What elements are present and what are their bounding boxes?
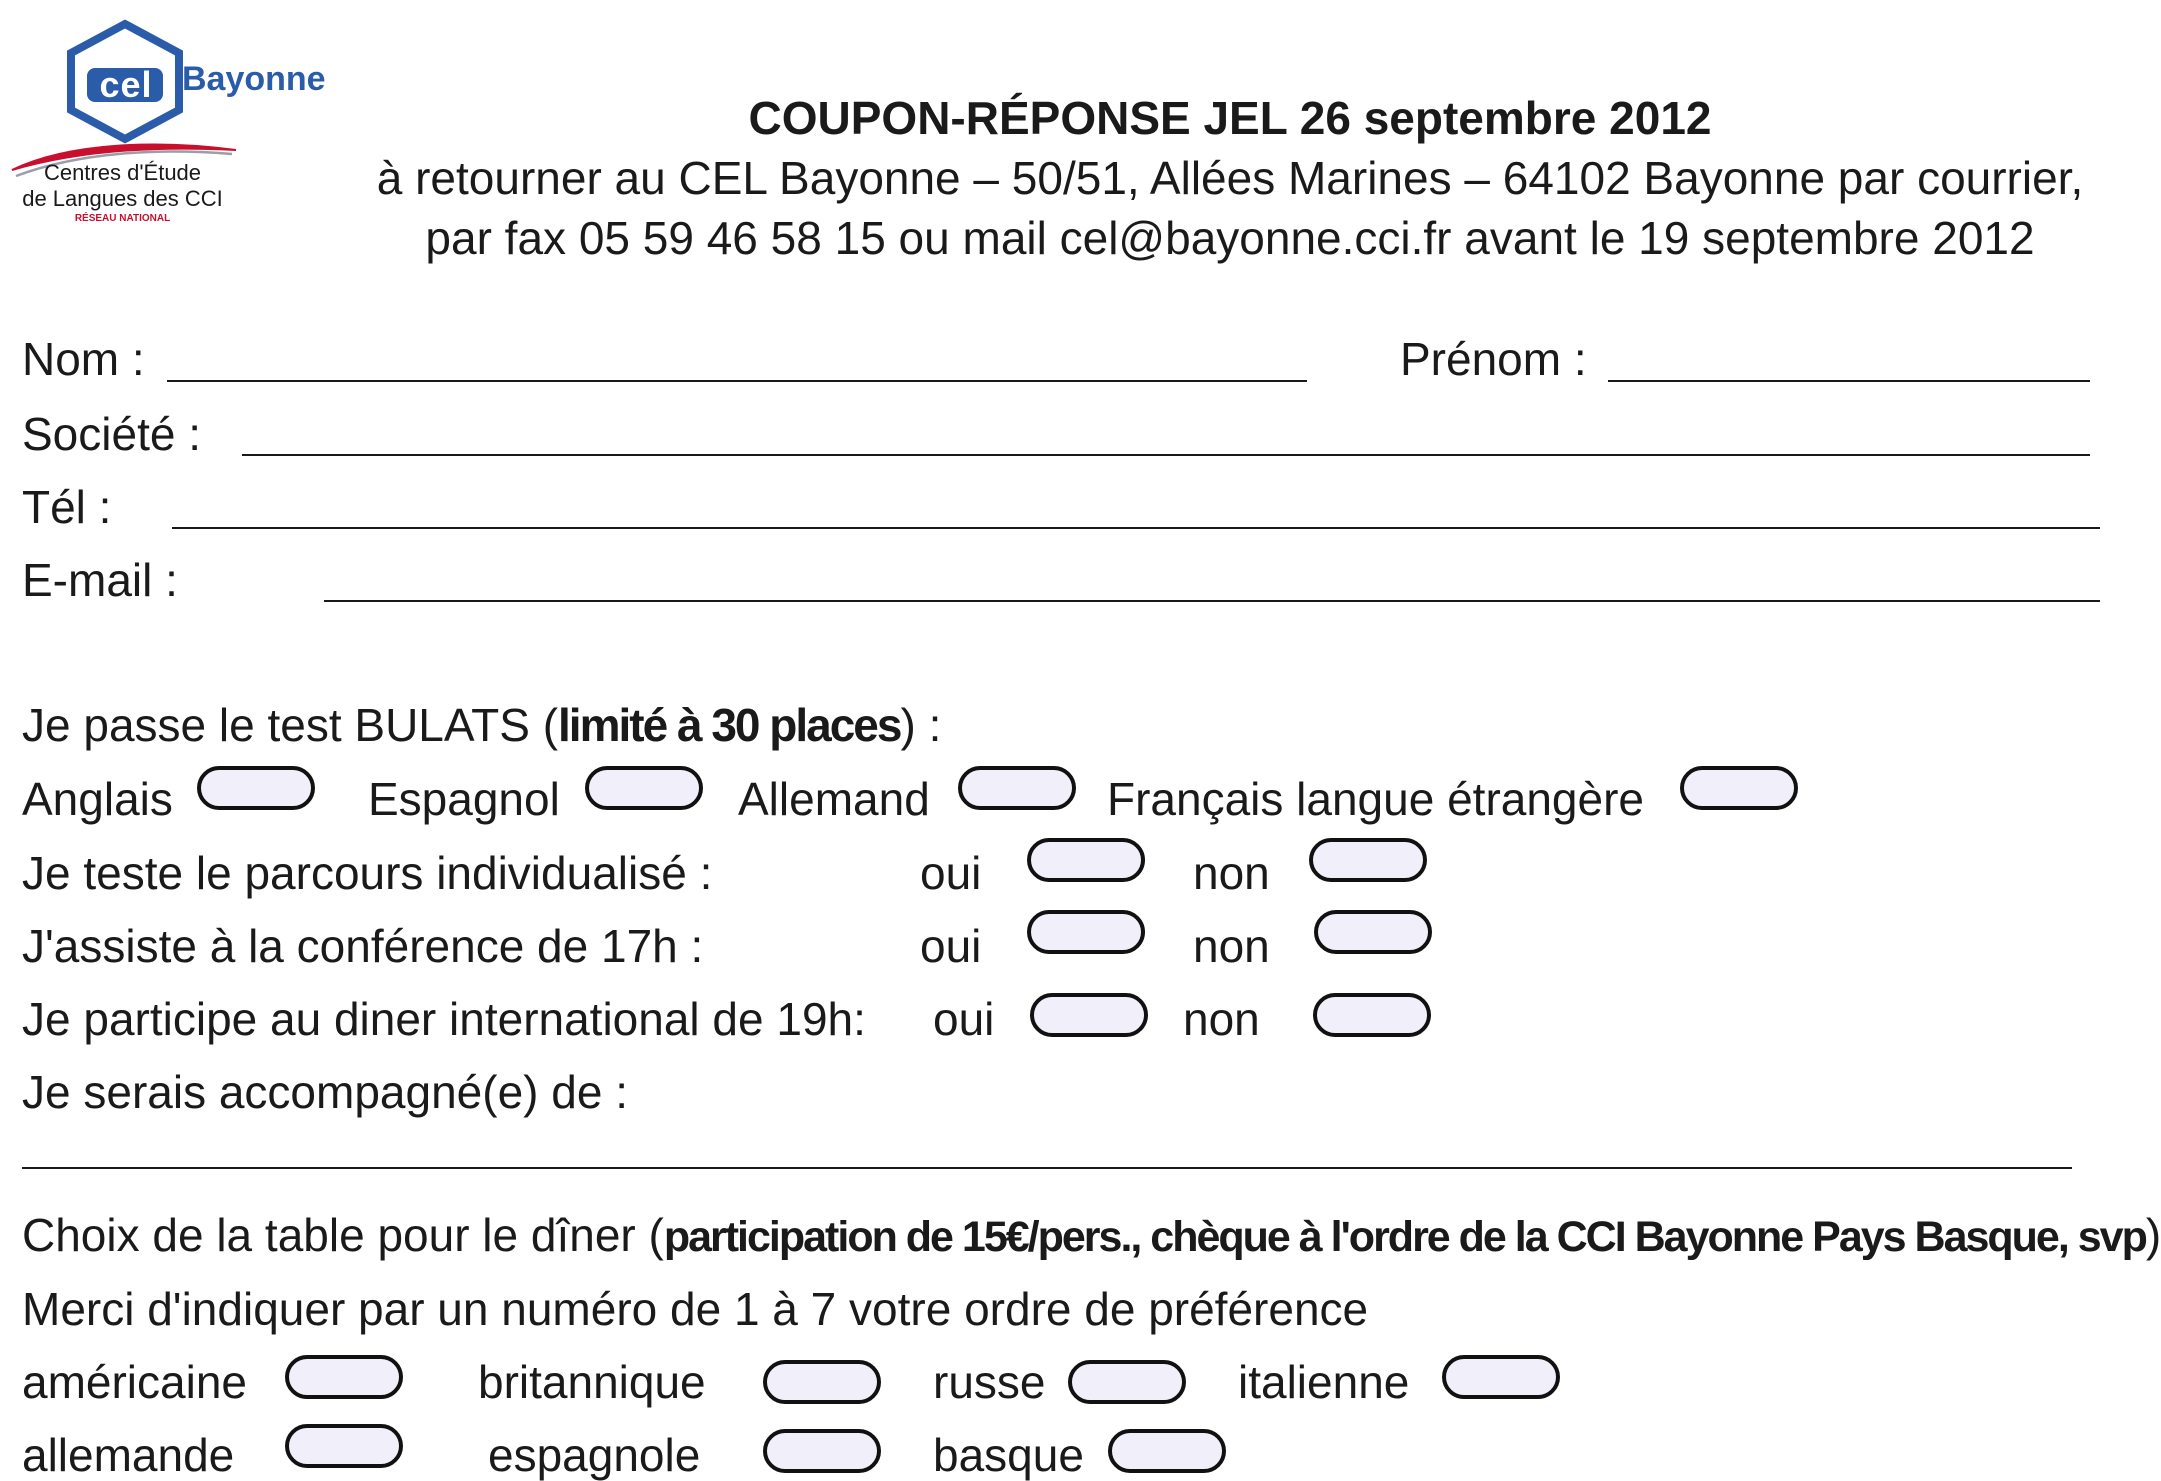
dinner-instruction: Merci d'indiquer par un numéro de 1 à 7 votre ordre de préférence <box>22 1283 1369 1335</box>
logo-line1: Centres d'Étude <box>43 160 202 185</box>
lang-espagnol-checkbox[interactable] <box>585 766 703 810</box>
accompany-field[interactable] <box>22 1167 2072 1169</box>
table-espagnole-label: espagnole <box>488 1429 701 1481</box>
header-line1: à retourner au CEL Bayonne – 50/51, Allées Marines – 64102 Bayonne par courrier, <box>376 152 2084 204</box>
societe-field[interactable] <box>242 454 2090 456</box>
table-russe-label: russe <box>933 1356 1046 1408</box>
question-conference-label: J'assiste à la conférence de 17h : <box>22 920 704 972</box>
question-parcours-yes-label: oui <box>920 847 982 899</box>
bulats-label <box>22 699 942 751</box>
logo-line2: de Langues des CCI <box>22 186 223 211</box>
question-diner-yes-label: oui <box>933 993 995 1045</box>
table-allemande-label: allemande <box>22 1429 235 1481</box>
question-conference-yes-checkbox[interactable] <box>1027 910 1145 954</box>
page-title: COUPON-RÉPONSE JEL 26 septembre 2012 <box>748 92 1712 144</box>
lang-anglais-checkbox[interactable] <box>197 766 315 810</box>
email-field[interactable] <box>324 600 2100 602</box>
logo <box>10 20 340 235</box>
table-americaine-label: américaine <box>22 1356 247 1408</box>
prenom-label: Prénom : <box>1400 333 1587 385</box>
lang-fle-checkbox[interactable] <box>1680 766 1798 810</box>
bulats-suffix: ) : <box>900 699 942 751</box>
table-italienne-label: italienne <box>1238 1356 1410 1408</box>
table-basque-input[interactable] <box>1108 1429 1226 1473</box>
logo-line3: RÉSEAU NATIONAL <box>74 213 171 224</box>
question-parcours-no-checkbox[interactable] <box>1309 838 1427 882</box>
tel-label: Tél : <box>22 481 112 533</box>
bulats-limit: limité à 30 places <box>558 699 901 751</box>
dinner-participation: participation de 15€/pers., chèque à l'ordre de la CCI Bayonne Pays Basque, svp <box>663 1213 2146 1261</box>
question-diner-label: Je participe au diner international de 19h: <box>22 993 866 1045</box>
table-allemande-input[interactable] <box>285 1424 403 1468</box>
table-espagnole-input[interactable] <box>763 1429 881 1473</box>
nom-label: Nom : <box>22 333 145 385</box>
lang-espagnol-label: Espagnol <box>368 773 560 825</box>
dinner-prefix: Choix de la table pour le dîner ( <box>22 1209 664 1261</box>
prenom-field[interactable] <box>1608 380 2090 382</box>
dinner-label <box>22 1209 2161 1261</box>
question-conference-yes-label: oui <box>920 920 982 972</box>
header-line2: par fax 05 59 46 58 15 ou mail cel@bayonne.cci.fr avant le 19 septembre 2012 <box>425 212 2035 264</box>
logo-mark: cel <box>99 64 153 105</box>
lang-anglais-label: Anglais <box>22 773 173 825</box>
question-diner-no-checkbox[interactable] <box>1313 993 1431 1037</box>
table-britannique-input[interactable] <box>763 1360 881 1404</box>
question-parcours-no-label: non <box>1193 847 1270 899</box>
societe-label: Société : <box>22 408 201 460</box>
question-parcours-label: Je teste le parcours individualisé : <box>22 847 713 899</box>
question-parcours-yes-checkbox[interactable] <box>1027 838 1145 882</box>
dinner-suffix: ) <box>2145 1209 2161 1261</box>
lang-allemand-checkbox[interactable] <box>958 766 1076 810</box>
bulats-prefix: Je passe le test BULATS ( <box>22 699 559 751</box>
accompany-label: Je serais accompagné(e) de : <box>22 1066 628 1118</box>
table-britannique-label: britannique <box>478 1356 706 1408</box>
table-italienne-input[interactable] <box>1442 1355 1560 1399</box>
question-diner-no-label: non <box>1183 993 1260 1045</box>
question-conference-no-label: non <box>1193 920 1270 972</box>
table-basque-label: basque <box>933 1429 1084 1481</box>
tel-field[interactable] <box>172 527 2100 529</box>
lang-fle-label: Français langue étrangère <box>1107 773 1644 825</box>
table-russe-input[interactable] <box>1068 1360 1186 1404</box>
table-americaine-input[interactable] <box>285 1355 403 1399</box>
lang-allemand-label: Allemand <box>738 773 930 825</box>
nom-field[interactable] <box>167 380 1307 382</box>
email-label: E-mail : <box>22 554 178 606</box>
question-conference-no-checkbox[interactable] <box>1314 910 1432 954</box>
logo-city: Bayonne <box>182 60 326 98</box>
question-diner-yes-checkbox[interactable] <box>1030 993 1148 1037</box>
